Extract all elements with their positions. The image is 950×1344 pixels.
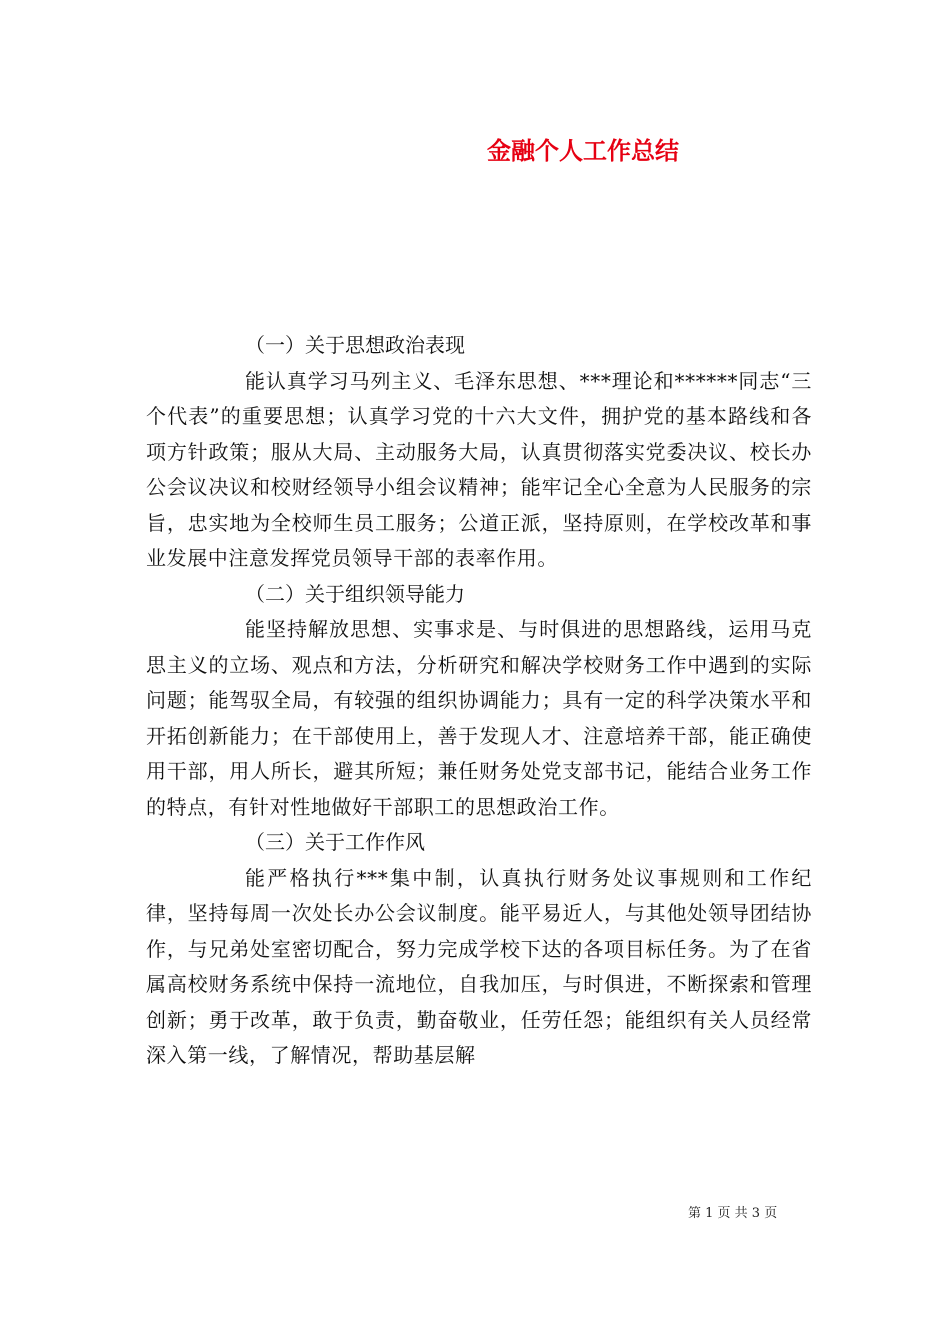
section-paragraph: 能坚持解放思想、实事求是、与时俱进的思想路线，运用马克思主义的立场、观点和方法，分析研究和解决学校财务工作中遇到的实际问题；能驾驭全局，有较强的组织协调能力；具有一定的科学决策水平和开拓创新能力；在干部使用上，善于发现人才、注意培养干部，能正确使用干部，用人所长，避其所短；兼任财务处党支部书记，能结合业务工作的特点，有针对性地做好干部职工的思想政治工作。: [146, 617, 812, 819]
section-paragraph: 能严格执行***集中制，认真执行财务处议事规则和工作纪律，坚持每周一次处长办公会议制度。能平易近人，与其他处领导团结协作，与兄弟处室密切配合，努力完成学校下达的各项目标任务。为了在省属高校财务系统中保持一流地位，自我加压，与时俱进，不断探索和管理创新；勇于改革，敢于负责，勤奋敬业，任劳任怨；能组织有关人员经常深入第一线，了解情况，帮助基层解: [146, 865, 812, 1067]
document-title: 金融个人工作总结: [487, 137, 679, 165]
section-heading: （二）关于组织领导能力: [245, 581, 465, 606]
section-leadership-ability: [146, 577, 812, 826]
section-paragraph: 能认真学习马列主义、毛泽东思想、***理论和******同志“三个代表”的重要思想；认真学习党的十六大文件，拥护党的基本路线和各项方针政策；服从大局、主动服务大局，认真贯彻落实党委决议、校长办公会议决议和校财经领导小组会议精神；能牢记全心全意为人民服务的宗旨，忠实地为全校师生员工服务；公道正派，坚持原则，在学校改革和事业发展中注意发挥党员领导干部的表率作用。: [146, 368, 812, 570]
page-number-footer: 第 1 页 共 3 页: [688, 1206, 778, 1221]
section-political-performance: [146, 328, 812, 577]
section-heading: （三）关于工作作风: [245, 830, 425, 854]
section-work-style: [146, 825, 812, 1074]
document-body: [146, 328, 812, 1074]
section-heading: （一）关于思想政治表现: [245, 333, 465, 357]
